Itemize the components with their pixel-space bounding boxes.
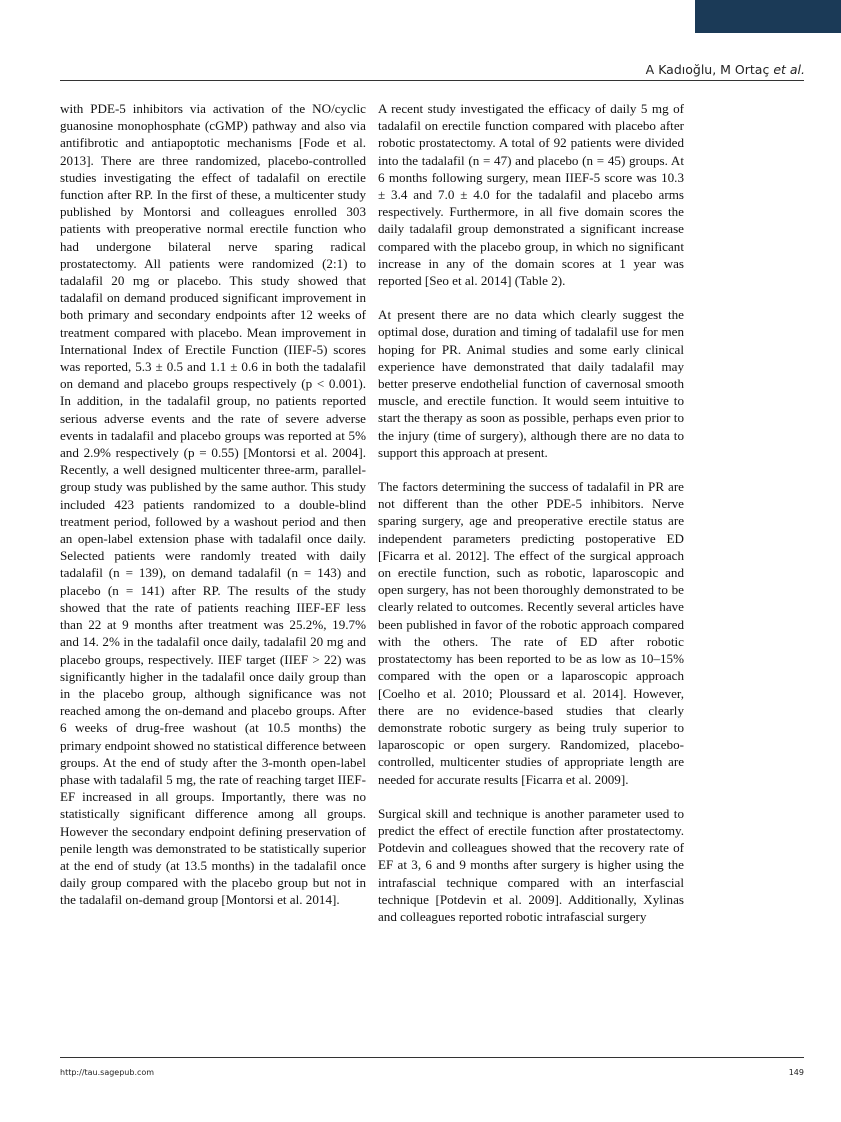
paragraph: with PDE-5 inhibitors via activation of the NO/cyclic guanosine monophosphate (cGMP) pathway and also via antifibrotic and antiapoptotic mechanisms [Fode et al. 2013]. There are three randomized, placebo-controlled studies investigating the effect of tadalafil on erectile function after RP. In the first of these, a multicenter study published by Montorsi and colleagues enrolled 303 patients with preoperative normal erectile function who had undergone bilateral nerve sparing radical prostatectomy. All patients were randomized (2:1) to tadalafil 20 mg or placebo. This study showed that tadalafil on demand produced significant improvement in both primary and secondary endpoints after 12 weeks of treatment compared with placebo. Mean improvement in International Index of Erectile Function (IIEF-5) scores was reported, 5.3 ± 0.5 and 1.1 ± 0.6 in both the tadalafil on demand and placebo groups respectively (p < 0.001). In addition, in the tadalafil group, no patients reported serious adverse events and the rate of severe adverse events in tadalafil and placebo groups was reported at 5% and 2.9% respectively (p = 0.55) [Montorsi et al. 2004]. Recently, a well designed multicenter three-arm, parallel-group study was published by the same author. This study included 423 patients randomized to a double-blind treatment period, followed by a washout period and then an open-label extension phase with tadalafil once daily. Selected patients were randomly treated with daily tadalafil (n = 139), on demand tadalafil (n = 143) and placebo (n = 141) after RP. The results of the study showed that the rate of patients reaching IIEF-EF less than 22 at 9 months after treatment was 25.2%, 19.7% and 14. 2% in the tadalafil once daily, tadalafil 20 mg and placebo groups, respectively. IIEF target (IIEF > 22) was significantly higher in the tadalafil once daily group than in the placebo group, although significance was not reached among the on-demand and placebo groups. After 6 weeks of drug-free washout (at 10.5 months) the primary endpoint showed no statistical difference between groups. At the end of study after the 3-month open-label phase with tadalafil 5 mg, the rate of reaching target IIEF-EF increased in all groups. Importantly, there was no statistically significant difference among all groups. However the secondary endpoint defining preservation of penile length was demonstrated to be statistically superior at the end of study (at 13.5 months) in the tadalafil once daily group compared with the placebo group but not in the tadalafil on-demand group [Montorsi et al. 2014]. (60, 101, 366, 908)
paragraph: At present there are no data which clearly suggest the optimal dose, duration and timing of tadalafil use for men hoping for PR. Animal studies and some early clinical experience have demonstrated that daily tadalafil may better preserve endothelial function of cavernosal smooth muscle, and erectile function. It would seem intuitive to start the therapy as soon as possible, perhaps even prior to the injury (time of surgery), although there are no data to support this approach at present. (378, 307, 684, 460)
corner-color-block (695, 0, 841, 33)
footer-rule (60, 1057, 804, 1058)
running-head-etal: et al. (773, 62, 805, 77)
paragraph: A recent study investigated the efficacy of daily 5 mg of tadalafil on erectile function compared with placebo after robotic prostatectomy. A total of 92 patients were divided into the tadalafil (n = 47) and placebo (n = 45) groups. At 6 months following surgery, mean IIEF-5 score was 10.3 ± 3.4 and 7.0 ± 4.0 for the tadalafil and placebo arms respectively. Furthermore, in all five domain scores the daily tadalafil group demonstrated a significant increase compared with the placebo group, in which no significant increase in any of the domain scores at 1 year was reported [Seo et al. 2014] (Table 2). (378, 101, 684, 289)
paragraph: Surgical skill and technique is another parameter used to predict the effect of erectile function after prostatectomy. Potdevin and colleagues showed that the recovery rate of EF at 3, 6 and 9 months after surgery is higher using the intrafascial technique compared with an interfascial technique [Potdevin et al. 2009]. Additionally, Xylinas and colleagues reported robotic intrafascial surgery (378, 805, 684, 924)
running-head-authors: A Kadıoğlu, M Ortaç (645, 62, 770, 77)
page-number: 149 (788, 1068, 804, 1077)
journal-url-link[interactable]: http://tau.sagepub.com (60, 1068, 155, 1077)
header-rule (60, 80, 804, 81)
left-column (60, 100, 366, 909)
running-head (646, 62, 805, 77)
right-column (378, 100, 684, 925)
paragraph: The factors determining the success of tadalafil in PR are not different than the other PDE-5 inhibitors. Nerve sparing surgery, age and preoperative erectile status are independent parameters predicting postoperative ED [Ficarra et al. 2012]. The effect of the surgical approach on erectile function, such as robotic, laparoscopic and open surgery, has not been thoroughly demonstrated to be clearly related to outcomes. Recently several articles have been published in favor of the robotic approach compared with the others. The rate of ED after robotic prostatectomy has been reported to be as low as 10–15% compared with the open or a laparoscopic approach [Coelho et al. 2010; Ploussard et al. 2014]. However, there are no evidence-based studies that clearly demonstrate robotic surgery as being truly superior to laparoscopic or open surgery. Randomized, placebo-controlled, multicenter studies of appropriate length are needed for accurate results [Ficarra et al. 2009]. (378, 479, 684, 787)
